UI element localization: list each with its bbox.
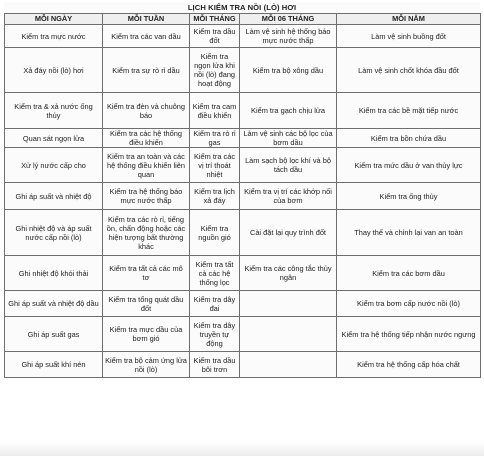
table-cell: Xử lý nước cấp cho [5, 148, 103, 183]
table-cell: Kiểm tra bơm cấp nước nồi (lò) [337, 291, 481, 317]
header-row [5, 14, 481, 25]
table-cell: Kiểm tra cam điều khiển [190, 93, 240, 129]
table-cell: Ghi áp suất và nhiệt độ [5, 183, 103, 210]
table-row [5, 210, 481, 256]
table-cell: Kiểm tra lịch xả đáy [190, 183, 240, 210]
table-cell [240, 317, 337, 352]
table-cell: Kiểm tra các công tắc thủy ngân [240, 256, 337, 291]
table-cell [240, 352, 337, 378]
table-cell: Kiểm tra vị trí các khớp nối của bơm [240, 183, 337, 210]
table-row [5, 25, 481, 48]
bottom-edge-shadow [0, 442, 484, 456]
column-header-six-monthly: MỖI 06 THÁNG [240, 14, 337, 25]
table-cell: Xả đáy nồi (lò) hơi [5, 48, 103, 93]
column-header-weekly: MỖI TUẦN [103, 14, 190, 25]
document-page [4, 2, 480, 378]
table-cell: Kiểm tra bộ cảm ứng lửa nồi (lò) [103, 352, 190, 378]
table-cell: Kiểm tra tổng quát dầu đốt [103, 291, 190, 317]
table-row [5, 48, 481, 93]
table-cell: Cài đặt lại quy trình đốt [240, 210, 337, 256]
table-cell: Ghi áp suất khí nén [5, 352, 103, 378]
table-cell: Kiểm tra hệ thống báo mực nước thấp [103, 183, 190, 210]
table-cell [240, 291, 337, 317]
table-cell: Ghi nhiệt độ và áp suất nước cấp nồi (lò) [5, 210, 103, 256]
table-row [5, 317, 481, 352]
page-title: LỊCH KIỂM TRA NỒI (LÒ) HƠI [187, 3, 297, 12]
table-cell: Kiểm tra an toàn và các hệ thống điều khiển liên quan [103, 148, 190, 183]
table-cell: Kiểm tra mức dầu ở van thủy lực [337, 148, 481, 183]
table-cell: Kiểm tra dây đai [190, 291, 240, 317]
table-cell: Kiểm tra gạch chịu lửa [240, 93, 337, 129]
table-row [5, 183, 481, 210]
table-row [5, 93, 481, 129]
table-cell: Kiểm tra đèn và chuông báo [103, 93, 190, 129]
table-cell: Kiểm tra hệ thống cấp hóa chất [337, 352, 481, 378]
inspection-schedule-table [4, 13, 481, 378]
table-cell: Kiểm tra mực dầu của bơm gió [103, 317, 190, 352]
table-cell: Kiểm tra & xả nước ống thủy [5, 93, 103, 129]
table-cell: Kiểm tra rò rỉ gas [190, 129, 240, 148]
table-row [5, 148, 481, 183]
table-cell: Kiểm tra bộ xông dầu [240, 48, 337, 93]
table-cell: Kiểm tra mực nước [5, 25, 103, 48]
table-cell: Kiểm tra tất cả các hệ thống lọc [190, 256, 240, 291]
table-cell: Ghi áp suất gas [5, 317, 103, 352]
table-cell: Kiểm tra các van dầu [103, 25, 190, 48]
table-cell: Kiểm tra các hệ thống điều khiển [103, 129, 190, 148]
table-cell: Làm sạch bộ lọc khí và bộ tách dầu [240, 148, 337, 183]
table-cell: Kiểm tra các vị trí thoát nhiệt [190, 148, 240, 183]
table-cell: Làm vệ sinh các bộ lọc của bơm dầu [240, 129, 337, 148]
table-row [5, 129, 481, 148]
table-cell: Quan sát ngọn lửa [5, 129, 103, 148]
table-cell: Thay thế và chỉnh lại van an toàn [337, 210, 481, 256]
table-cell: Kiểm tra nguồn gió [190, 210, 240, 256]
table-cell: Kiểm tra các bơm dầu [337, 256, 481, 291]
table-cell: Làm vệ sinh buồng đốt [337, 25, 481, 48]
table-cell: Kiểm tra bồn chứa dầu [337, 129, 481, 148]
table-cell: Kiểm tra hệ thống tiếp nhận nước ngưng [337, 317, 481, 352]
table-row [5, 352, 481, 378]
table-cell: Ghi áp suất và nhiệt độ dầu [5, 291, 103, 317]
table-cell: Kiểm tra dầu bôi trơn [190, 352, 240, 378]
table-cell: Ghi nhiệt độ khói thải [5, 256, 103, 291]
table-cell: Kiểm tra ngọn lửa khi nồi (lò) đang hoạt động [190, 48, 240, 93]
column-header-monthly: MỖI THÁNG [190, 14, 240, 25]
table-cell: Làm vệ sinh chốt khóa đầu đốt [337, 48, 481, 93]
table-cell: Kiểm tra dầu đốt [190, 25, 240, 48]
table-cell: Kiểm tra dây truyền tự động [190, 317, 240, 352]
column-header-yearly: MỖI NĂM [337, 14, 481, 25]
column-header-daily: MỖI NGÀY [5, 14, 103, 25]
table-cell: Kiểm tra sự rò rỉ dầu [103, 48, 190, 93]
table-cell: Kiểm tra tất cả các mô tơ [103, 256, 190, 291]
table-cell: Kiểm tra các bề mặt tiếp nước [337, 93, 481, 129]
table-cell: Kiểm tra các rò rỉ, tiếng ồn, chấn động hoặc các hiện tượng bất thường khác [103, 210, 190, 256]
table-cell: Làm vệ sinh hệ thống báo mực nước thấp [240, 25, 337, 48]
table-row [5, 291, 481, 317]
table-cell: Kiểm tra ống thủy [337, 183, 481, 210]
table-row [5, 256, 481, 291]
